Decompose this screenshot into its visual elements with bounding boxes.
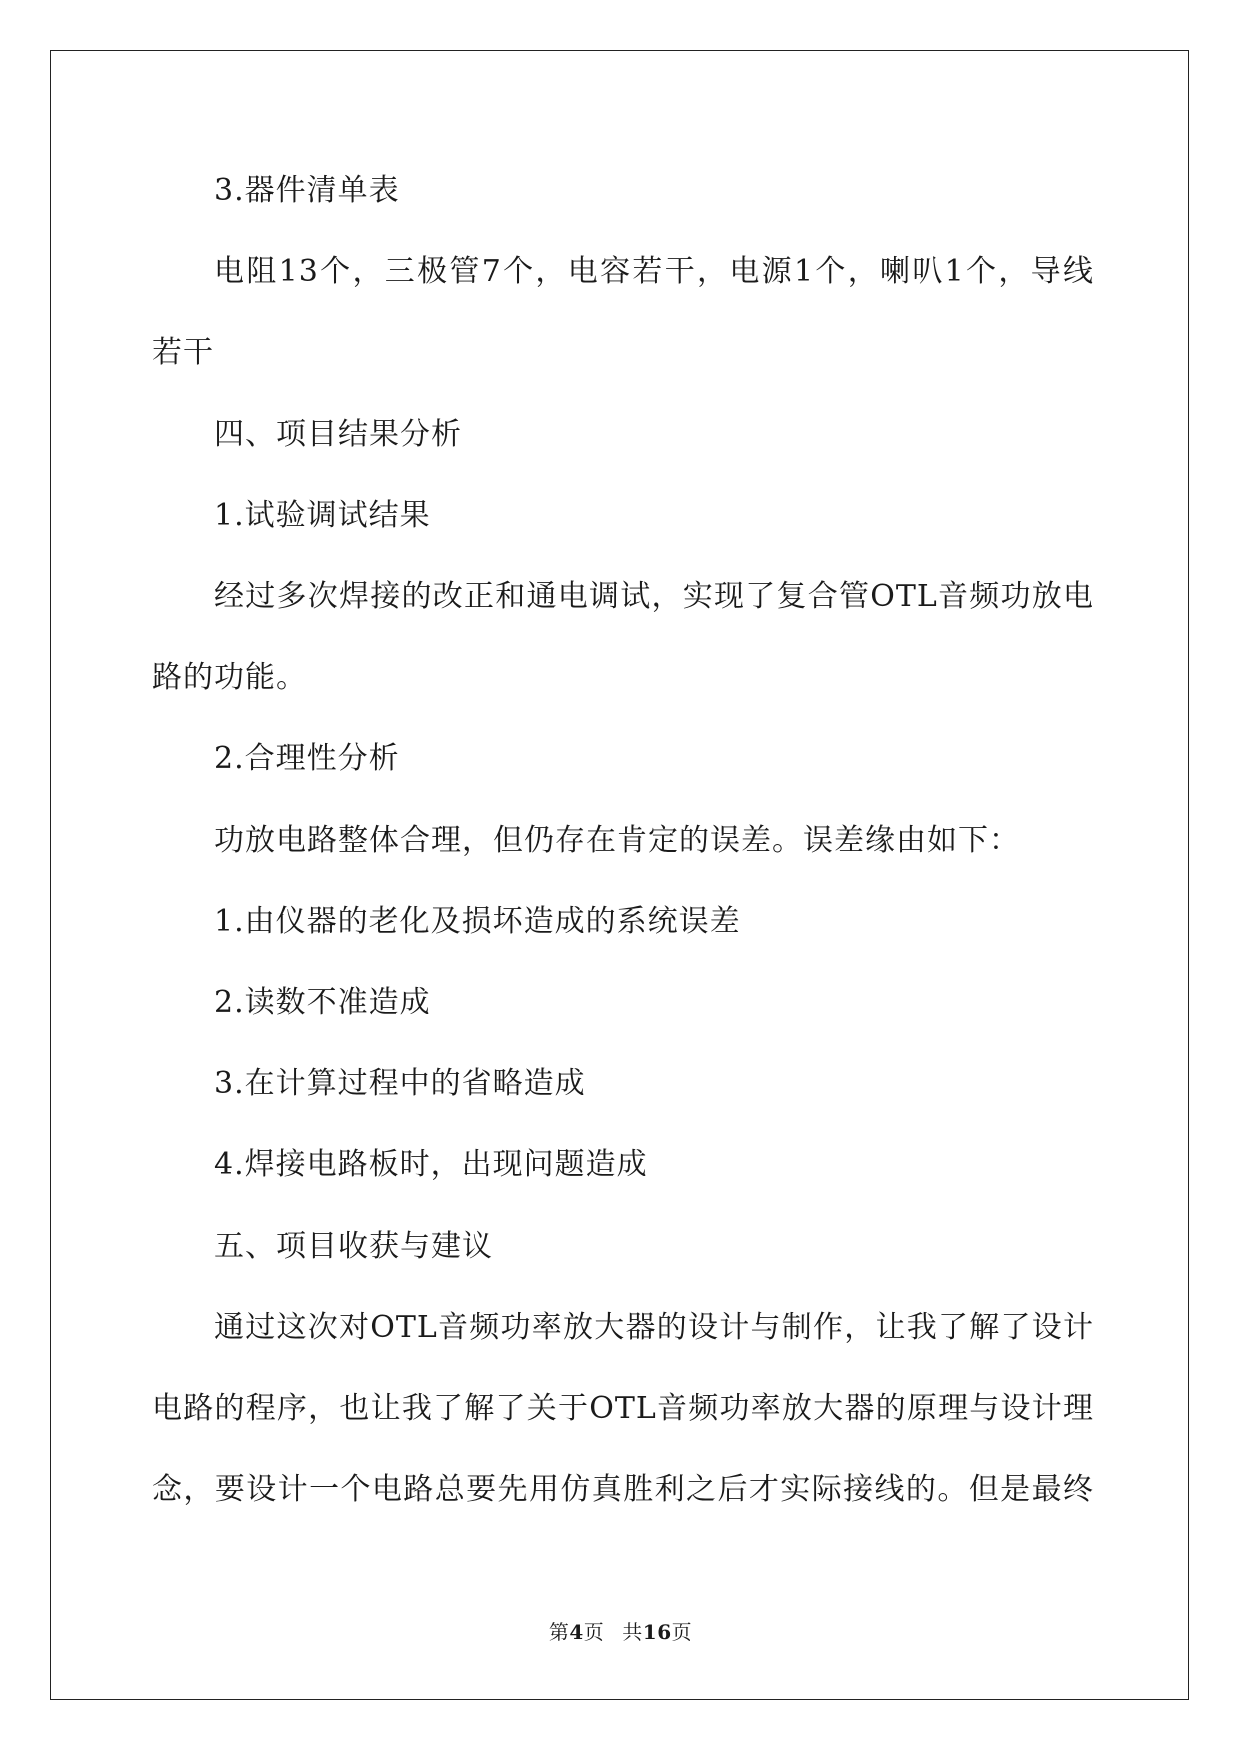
footer-total-prefix: 共 [622,1620,643,1644]
document-body [152,150,1094,1530]
subheading-test-results: 1.试验调试结果 [214,497,431,533]
page-footer [0,1616,1241,1645]
footer-prefix: 第 [548,1620,570,1644]
footer-page-word: 页 [583,1620,605,1644]
paragraph-line: 电阻13个，三极管7个，电容若干，电源1个，喇叭1个，导线 [214,254,1094,290]
current-page-number: 4 [569,1620,584,1644]
total-page-number: 16 [642,1620,672,1644]
heading-component-list: 3.器件清单表 [214,173,400,208]
paragraph-line: 功放电路整体合理，但仍存在肯定的误差。误差缘由如下： [214,822,1020,858]
section-heading-results: 四、项目结果分析 [214,416,462,452]
section-heading-gains: 五、项目收获与建议 [214,1228,493,1264]
paragraph-line: 经过多次焊接的改正和通电调试，实现了复合管OTL音频功放电 [214,579,1094,615]
list-item: 2.读数不准造成 [214,985,431,1021]
list-item: 1.由仪器的老化及损坏造成的系统误差 [214,903,741,939]
paragraph-line: 若干 [152,335,214,371]
footer-total-suffix: 页 [671,1620,693,1644]
paragraph-line: 念，要设计一个电路总要先用仿真胜利之后才实际接线的。但是最终 [152,1472,1094,1508]
list-item: 4.焊接电路板时，出现问题造成 [214,1147,648,1183]
list-item: 3.在计算过程中的省略造成 [214,1066,586,1102]
paragraph-line: 通过这次对OTL音频功率放大器的设计与制作，让我了解了设计 [214,1309,1094,1345]
subheading-rationality: 2.合理性分析 [214,741,400,777]
paragraph-line: 路的功能。 [152,660,307,696]
paragraph-line: 电路的程序，也让我了解了关于OTL音频功率放大器的原理与设计理 [152,1391,1094,1427]
